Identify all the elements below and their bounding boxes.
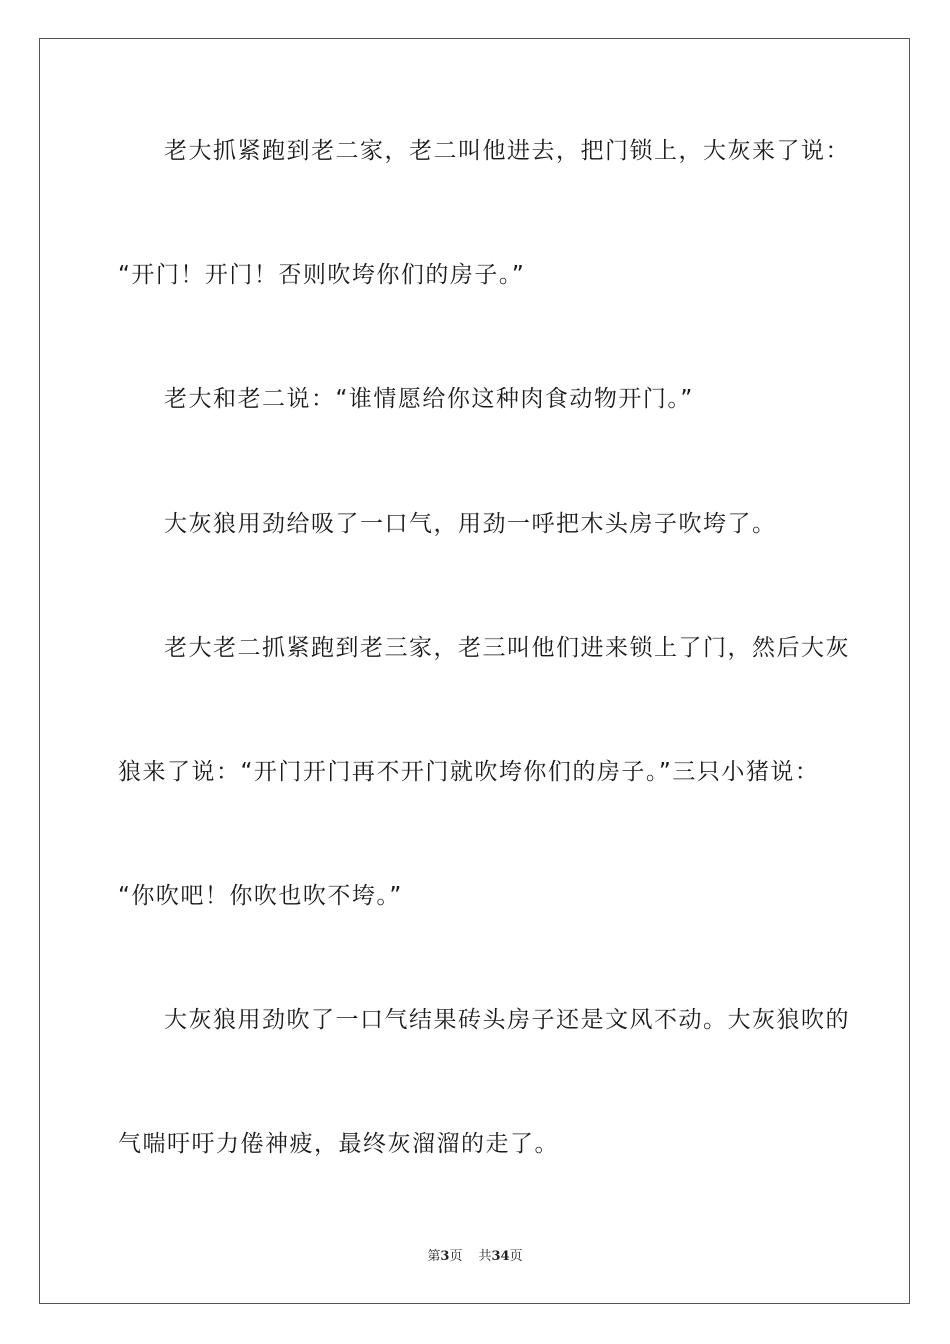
paragraph-line-5: 老大老二抓紧跑到老三家，老三叫他们进来锁上了门，然后大灰 <box>164 635 850 661</box>
total-prefix: 共 <box>478 1249 492 1264</box>
paragraph-line-6: 狼来了说：“开门开门再不开门就吹垮你们的房子。”三只小猪说： <box>118 759 820 785</box>
total-suffix: 页 <box>509 1249 523 1264</box>
page-suffix: 页 <box>449 1249 463 1264</box>
page-footer <box>0 1248 950 1266</box>
paragraph-line-8: 大灰狼用劲吹了一口气结果砖头房子还是文风不动。大灰狼吹的 <box>164 1007 850 1033</box>
paragraph-line-2: “开门！开门！否则吹垮你们的房子。” <box>118 262 526 288</box>
paragraph-line-1: 老大抓紧跑到老二家，老二叫他进去，把门锁上，大灰来了说： <box>164 138 850 164</box>
paragraph-line-7: “你吹吧！你吹也吹不垮。” <box>118 883 403 909</box>
page-border <box>39 38 910 1304</box>
paragraph-line-4: 大灰狼用劲给吸了一口气，用劲一呼把木头房子吹垮了。 <box>164 511 777 537</box>
page-prefix: 第 <box>427 1249 441 1264</box>
total-pages: 34 <box>491 1249 510 1264</box>
paragraph-line-9: 气喘吁吁力倦神疲，最终灰溜溜的走了。 <box>118 1131 559 1157</box>
paragraph-line-3: 老大和老二说：“谁情愿给你这种肉食动物开门。” <box>164 386 694 412</box>
page-number: 3 <box>440 1249 450 1264</box>
